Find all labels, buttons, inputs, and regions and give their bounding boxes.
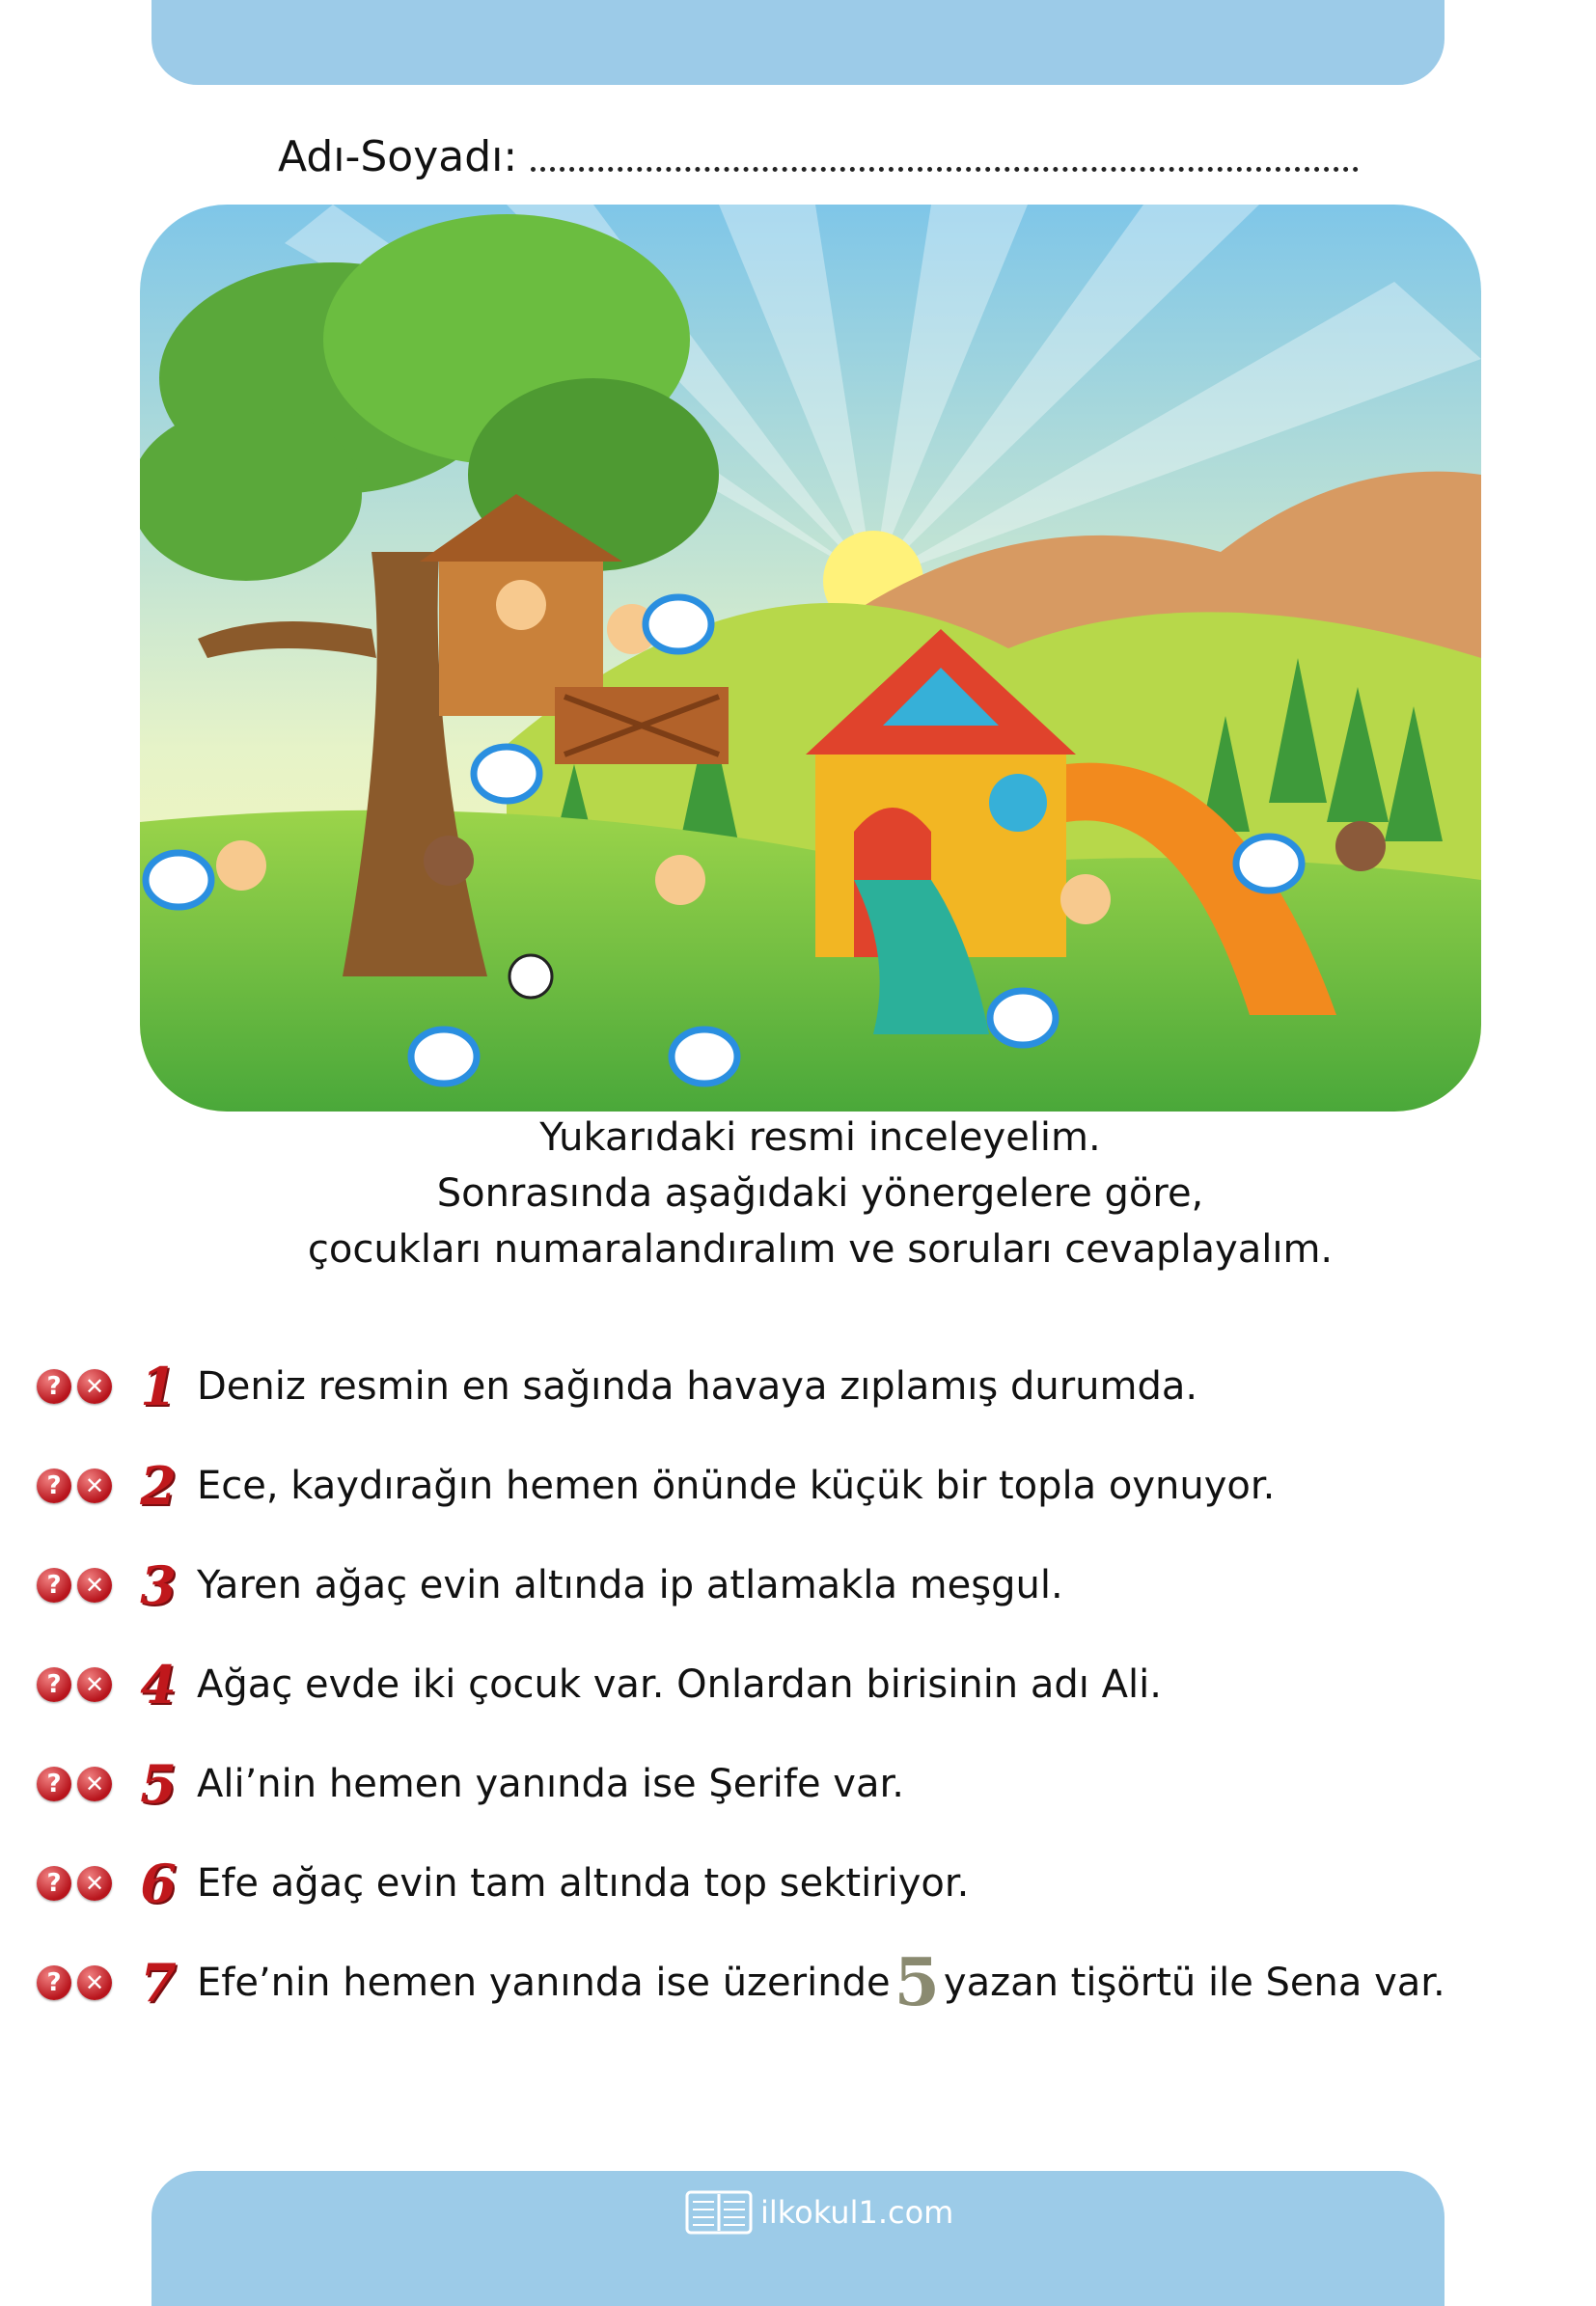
answer-circle[interactable] (990, 991, 1056, 1045)
question-icon[interactable]: ? (37, 1469, 71, 1503)
task-item (37, 1436, 1561, 1535)
book-icon (685, 2190, 753, 2235)
task-number: 5 (140, 1752, 177, 1815)
task-item (37, 1336, 1561, 1436)
top-banner (151, 0, 1445, 85)
task-text-before: Efe’nin hemen yanında ise üzerinde (197, 1960, 891, 2005)
name-field-row (278, 124, 1359, 181)
site-logo (685, 2190, 953, 2235)
instruction-line: Sonrasında aşağıdaki yönergelere göre, (436, 1171, 1204, 1216)
question-icon[interactable]: ? (37, 1866, 71, 1901)
task-item (37, 1734, 1561, 1833)
answer-circle[interactable] (1236, 837, 1302, 891)
task-list (37, 1336, 1561, 2032)
cross-icon[interactable]: ✕ (77, 1866, 112, 1901)
question-icon[interactable]: ? (37, 1369, 71, 1404)
answer-circle[interactable] (646, 597, 711, 651)
task-number: 6 (140, 1852, 177, 1914)
cross-icon[interactable]: ✕ (77, 1667, 112, 1702)
cross-icon[interactable]: ✕ (77, 1369, 112, 1404)
task-number: 2 (140, 1454, 177, 1517)
task-text: Yaren ağaç evin altında ip atlamakla meşgul. (197, 1562, 1063, 1607)
question-icon[interactable]: ? (37, 1667, 71, 1702)
answer-circle[interactable] (474, 747, 539, 801)
task-number: 7 (140, 1951, 177, 2014)
instruction-line: Yukarıdaki resmi inceleyelim. (539, 1115, 1101, 1160)
shirt-number-highlight: 5 (894, 1943, 940, 2021)
task-text: Ağaç evde iki çocuk var. Onlardan birisinin adı Ali. (197, 1661, 1162, 1707)
task-text-after: yazan tişörtü ile Sena var. (943, 1960, 1445, 2005)
answer-circle[interactable] (411, 1029, 477, 1084)
answer-circle[interactable] (672, 1029, 737, 1084)
playground-illustration (140, 205, 1481, 1112)
task-number: 4 (140, 1653, 177, 1716)
task-text: Ali’nin hemen yanında ise Şerife var. (197, 1761, 904, 1806)
task-item (37, 1833, 1561, 1933)
instructions (193, 1110, 1447, 1277)
question-icon[interactable]: ? (37, 1767, 71, 1801)
task-text: Efe ağaç evin tam altında top sektiriyor. (197, 1860, 970, 1906)
cross-icon[interactable]: ✕ (77, 1568, 112, 1603)
task-number: 3 (140, 1553, 177, 1616)
task-text: Deniz resmin en sağında havaya zıplamış durumda. (197, 1363, 1198, 1409)
name-dotted-line[interactable] (531, 167, 1359, 172)
task-text (197, 1943, 1445, 2021)
task-number: 1 (140, 1355, 177, 1417)
question-icon[interactable]: ? (37, 1965, 71, 2000)
cross-icon[interactable]: ✕ (77, 1965, 112, 2000)
name-label: Adı-Soyadı: (278, 132, 518, 181)
cross-icon[interactable]: ✕ (77, 1767, 112, 1801)
instruction-line: çocukları numaralandıralım ve soruları cevaplayalım. (307, 1227, 1334, 1272)
task-text: Ece, kaydırağın hemen önünde küçük bir topla oynuyor. (197, 1463, 1276, 1508)
answer-circle[interactable] (146, 853, 211, 907)
logo-text: ilkokul1.com (760, 2194, 954, 2231)
task-item (37, 1535, 1561, 1634)
cross-icon[interactable]: ✕ (77, 1469, 112, 1503)
task-item (37, 1933, 1561, 2032)
question-icon[interactable]: ? (37, 1568, 71, 1603)
task-item (37, 1634, 1561, 1734)
